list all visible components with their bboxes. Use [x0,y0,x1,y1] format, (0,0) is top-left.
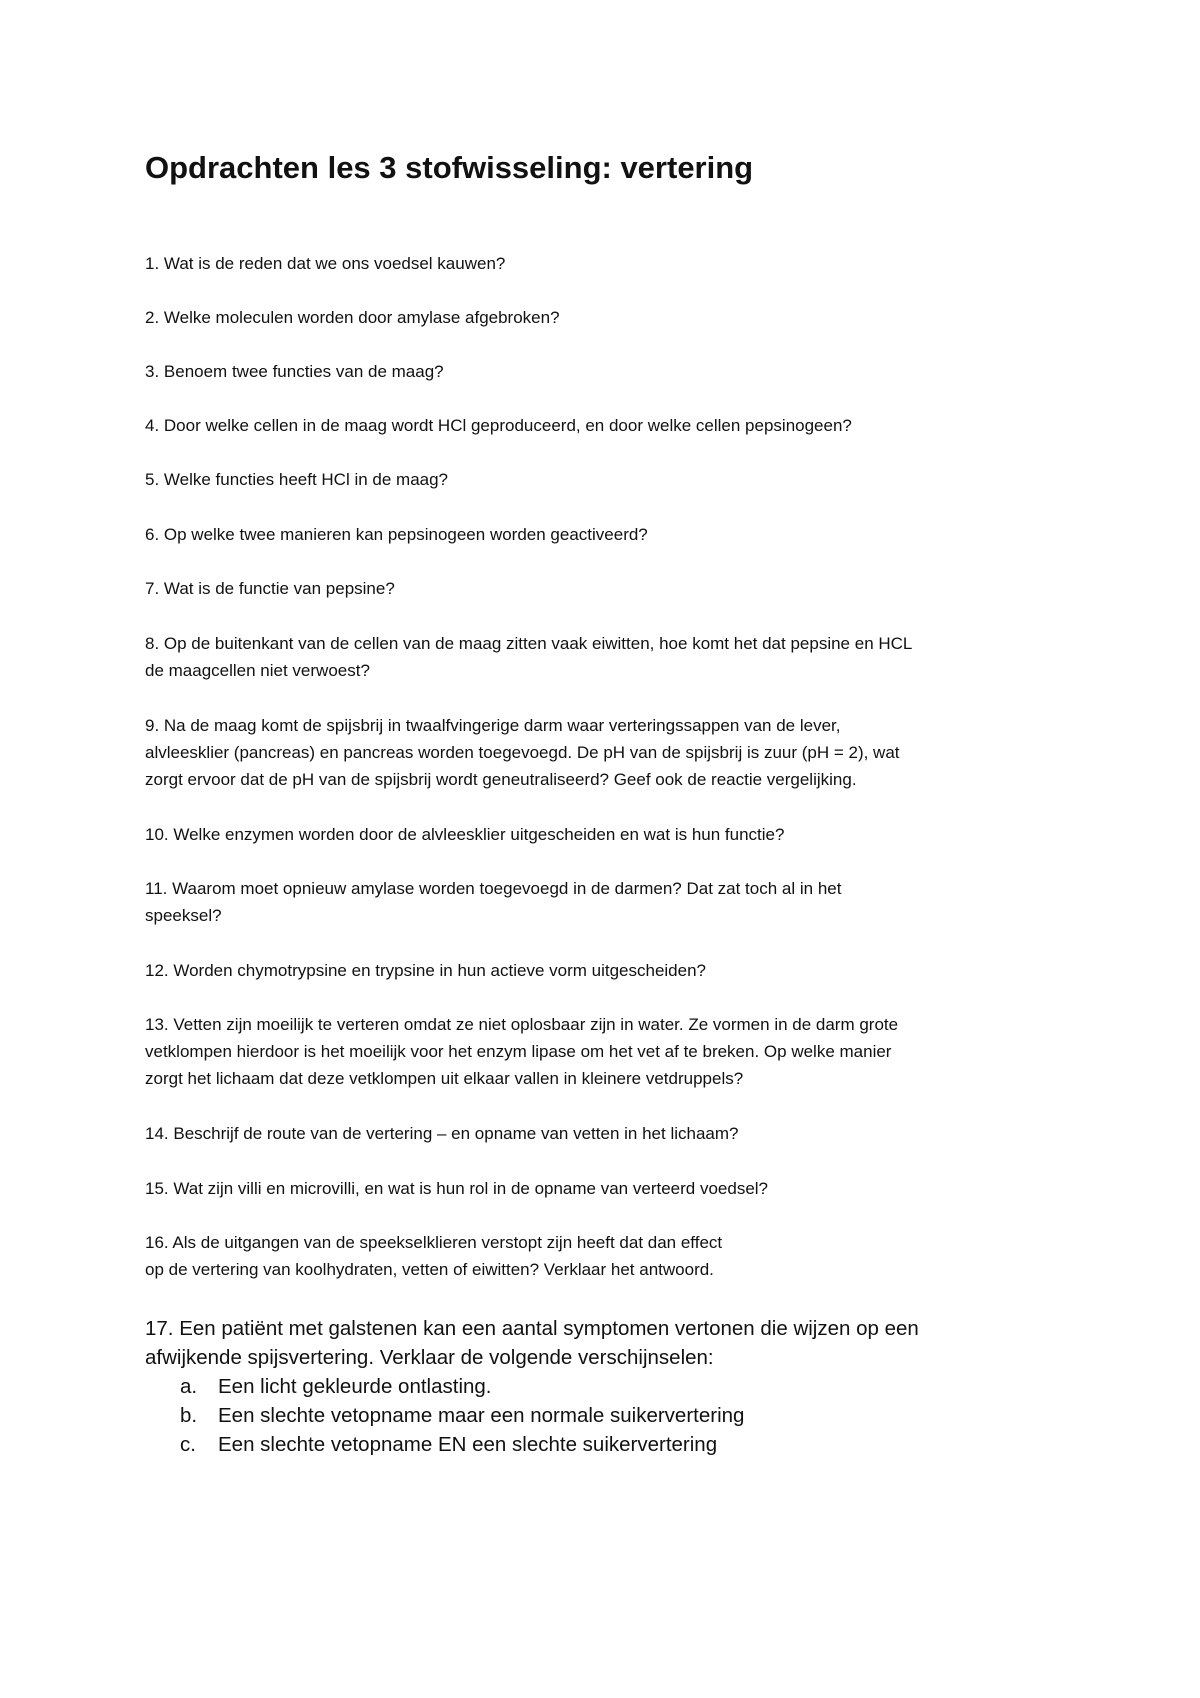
question-line: 2. Welke moleculen worden door amylase afgebroken? [145,308,560,327]
question-line: zorgt het lichaam dat deze vetklompen uit elkaar vallen in kleinere vetdruppels? [145,1069,744,1088]
question-line: de maagcellen niet verwoest? [145,661,370,680]
question-10 [145,821,1075,848]
sub-item-a [180,1372,492,1401]
sub-item-b [180,1401,744,1430]
question-9 [145,712,1075,793]
question-line: 1. Wat is de reden dat we ons voedsel kauwen? [145,254,506,273]
page-title: Opdrachten les 3 stofwisseling: vertering [145,150,754,185]
list-item-text: Een licht gekleurde ontlasting. [218,1375,492,1398]
question-line: 5. Welke functies heeft HCl in de maag? [145,470,449,489]
list-marker: c. [180,1433,196,1456]
question-line: 14. Beschrijf de route van de vertering – en opname van vetten in het lichaam? [145,1124,739,1143]
question-1 [145,250,1075,277]
question-5 [145,466,1075,493]
question-line: 8. Op de buitenkant van de cellen van de maag zitten vaak eiwitten, hoe komt het dat pepsine en HCL [145,634,913,653]
question-line: zorgt ervoor dat de pH van de spijsbrij wordt geneutraliseerd? Geef ook de reactie vergelijking. [145,770,857,789]
question-17 [145,1314,1075,1372]
question-line: 11. Waarom moet opnieuw amylase worden toegevoegd in de darmen? Dat zat toch al in het [145,879,842,898]
question-line: vetklompen hierdoor is het moeilijk voor het enzym lipase om het vet af te breken. Op welke manier [145,1042,892,1061]
sub-item-c [180,1430,717,1459]
question-line: 7. Wat is de functie van pepsine? [145,579,395,598]
question-12 [145,957,1075,984]
question-line: 12. Worden chymotrypsine en trypsine in hun actieve vorm uitgescheiden? [145,961,706,980]
list-marker: a. [180,1375,198,1398]
question-line: 9. Na de maag komt de spijsbrij in twaalfvingerige darm waar verteringssappen van de lever, [145,716,841,735]
question-line: 3. Benoem twee functies van de maag? [145,362,444,381]
question-3 [145,358,1075,385]
question-line: afwijkende spijsvertering. Verklaar de volgende verschijnselen: [145,1346,714,1369]
question-11 [145,875,1075,929]
question-2 [145,304,1075,331]
question-line: 16. Als de uitgangen van de speekselklieren verstopt zijn heeft dat dan effect [145,1233,723,1252]
question-8 [145,630,1075,684]
list-item-text: Een slechte vetopname maar een normale suikervertering [218,1404,745,1427]
list-item-text: Een slechte vetopname EN een slechte suikervertering [218,1433,718,1456]
question-line: 4. Door welke cellen in de maag wordt HCl geproduceerd, en door welke cellen pepsinogeen? [145,416,852,435]
question-14 [145,1120,1075,1147]
question-16 [145,1229,1075,1283]
question-line: 13. Vetten zijn moeilijk te verteren omdat ze niet oplosbaar zijn in water. Ze vormen in de darm grote [145,1015,899,1034]
question-line: 15. Wat zijn villi en microvilli, en wat is hun rol in de opname van verteerd voedsel? [145,1179,768,1198]
question-4 [145,412,1075,439]
question-line: speeksel? [145,906,222,925]
question-7 [145,575,1075,602]
question-line: 6. Op welke twee manieren kan pepsinogeen worden geactiveerd? [145,525,648,544]
question-line: op de vertering van koolhydraten, vetten of eiwitten? Verklaar het antwoord. [145,1260,714,1279]
question-15 [145,1175,1075,1202]
list-marker: b. [180,1404,198,1427]
question-13 [145,1011,1075,1092]
question-line: 17. Een patiënt met galstenen kan een aantal symptomen vertonen die wijzen op een [145,1317,919,1340]
question-line: alvleesklier (pancreas) en pancreas worden toegevoegd. De pH van de spijsbrij is zuur (pH = 2), wat [145,743,900,762]
question-6 [145,521,1075,548]
question-line: 10. Welke enzymen worden door de alvleesklier uitgescheiden en wat is hun functie? [145,825,785,844]
